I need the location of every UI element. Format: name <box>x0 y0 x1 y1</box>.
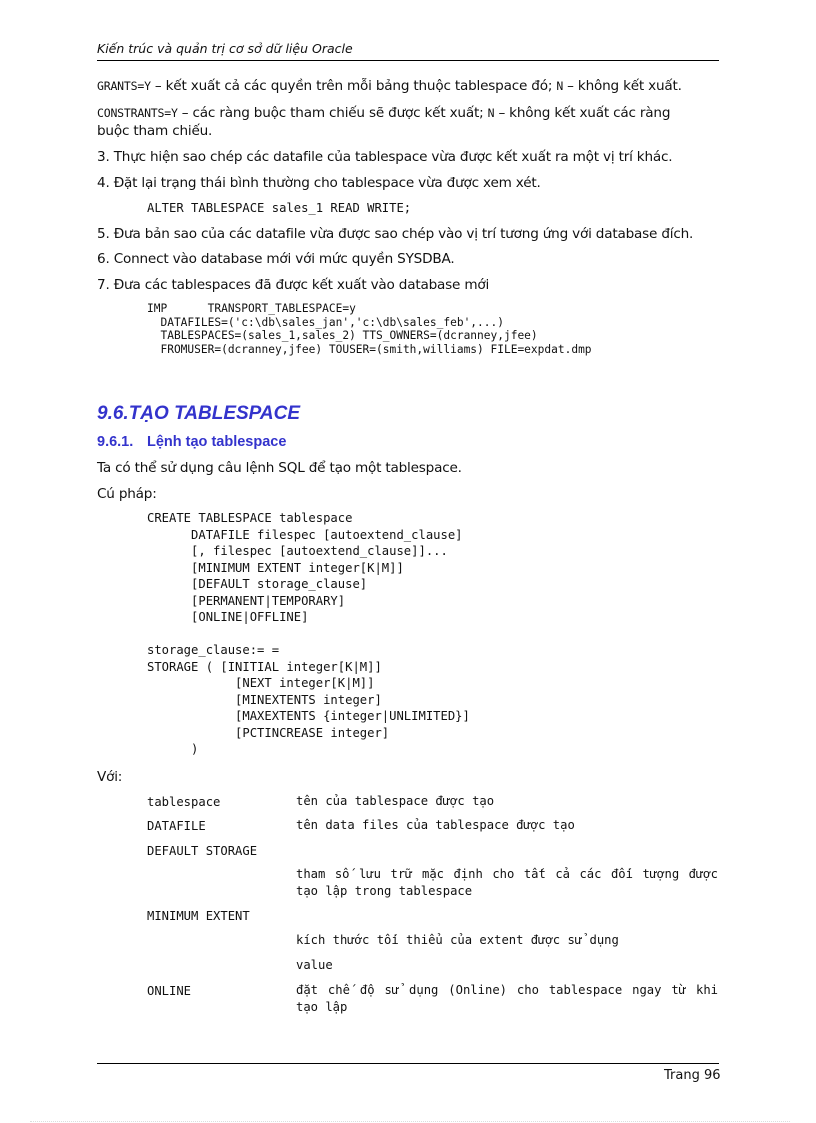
constraints-text-2: – không kết xuất các ràng <box>494 105 671 121</box>
subsection-number: 9.6.1. <box>97 434 134 450</box>
grants-n-keyword: N <box>556 79 564 93</box>
running-header: Kiến trúc và quản trị cơ sở dữ liệu Oracle <box>97 41 353 56</box>
step-6: 6. Connect vào database mới với mức quyền SYSDBA. <box>97 251 455 267</box>
def-term-default-storage: DEFAULT STORAGE <box>147 844 258 858</box>
def-desc-minimum-extent: kích thước tối thiểu của extent được sử dụng <box>296 933 619 947</box>
with-label: Với: <box>97 769 123 785</box>
code-imp: IMP TRANSPORT_TABLESPACE=y DATAFILES=('c:\db\sales_jan','c:\db\sales_feb',...) TABLESPACES=(sales_1,sales_2) TTS_OWNERS=(dcranney,jfee) FROMUSER=(dcranney,jfee) TOUSER=(smith,williams) FILE=expdat.dmp <box>147 302 592 356</box>
def-desc-online: đặt chế độ sử dụng (Online) cho tablespace ngay từ khi tạo lập <box>296 983 718 1014</box>
step-7: 7. Đưa các tablespaces đã được kết xuất vào database mới <box>97 277 490 293</box>
def-desc-default-storage: tham số lưu trữ mặc định cho tất cả các đối tượng được tạo lập trong tablespace <box>296 867 718 898</box>
grants-line <box>97 77 722 95</box>
page-number: Trang 96 <box>664 1068 721 1083</box>
def-desc-tablespace: tên của tablespace được tạo <box>296 794 495 808</box>
constraints-line <box>97 104 722 122</box>
grants-text-2: – không kết xuất. <box>563 78 682 94</box>
constraints-line-cont: buộc tham chiếu. <box>97 123 213 139</box>
def-term-minimum-extent: MINIMUM EXTENT <box>147 909 250 923</box>
step-4: 4. Đặt lại trạng thái bình thường cho tablespace vừa được xem xét. <box>97 175 541 191</box>
subsection-title: Lệnh tạo tablespace <box>147 434 287 450</box>
constraints-text: – các ràng buộc tham chiếu sẽ được kết xuất; <box>177 105 488 121</box>
def-term-online: ONLINE <box>147 984 192 998</box>
section-heading: 9.6.TẠO TABLESPACE <box>97 403 301 424</box>
syntax-label: Cú pháp: <box>97 486 157 502</box>
code-create-tablespace: CREATE TABLESPACE tablespace DATAFILE filespec [autoextend_clause] [, filespec [autoextend_clause]]... [MINIMUM EXTENT integer[K|M]] [DEFAULT storage_clause] [PERMANENT|TEMPORARY] [ONLINE|OFFLINE] storage_clause:= = STORAGE ( [INITIAL integer[K|M]] [NEXT integer[K|M]] [MINEXTENTS integer] [MAXEXTENTS {integer|UNLIMITED}] [PCTINCREASE integer] ) <box>147 511 470 756</box>
def-desc-datafile: tên data files của tablespace được tạo <box>296 818 575 832</box>
constraints-keyword: CONSTRANTS=Y <box>97 106 178 120</box>
step-5: 5. Đưa bản sao của các datafile vừa được sao chép vào vị trí tương ứng với database đích. <box>97 226 694 242</box>
def-desc-minimum-value: value <box>296 958 333 972</box>
header-divider <box>97 60 719 61</box>
footer-divider <box>97 1063 719 1064</box>
def-term-datafile: DATAFILE <box>147 819 206 833</box>
code-alter-tablespace: ALTER TABLESPACE sales_1 READ WRITE; <box>147 201 412 215</box>
constraints-n-keyword: N <box>487 106 495 120</box>
def-term-tablespace: tablespace <box>147 795 221 809</box>
step-3: 3. Thực hiện sao chép các datafile của tablespace vừa được kết xuất ra một vị trí khác. <box>97 149 673 165</box>
subsection-heading <box>97 434 286 450</box>
intro-text: Ta có thể sử dụng câu lệnh SQL để tạo một tablespace. <box>97 460 462 476</box>
page-bottom-edge <box>30 1121 790 1122</box>
grants-text: – kết xuất cả các quyền trên mỗi bảng thuộc tablespace đó; <box>150 78 557 94</box>
grants-keyword: GRANTS=Y <box>97 79 151 93</box>
